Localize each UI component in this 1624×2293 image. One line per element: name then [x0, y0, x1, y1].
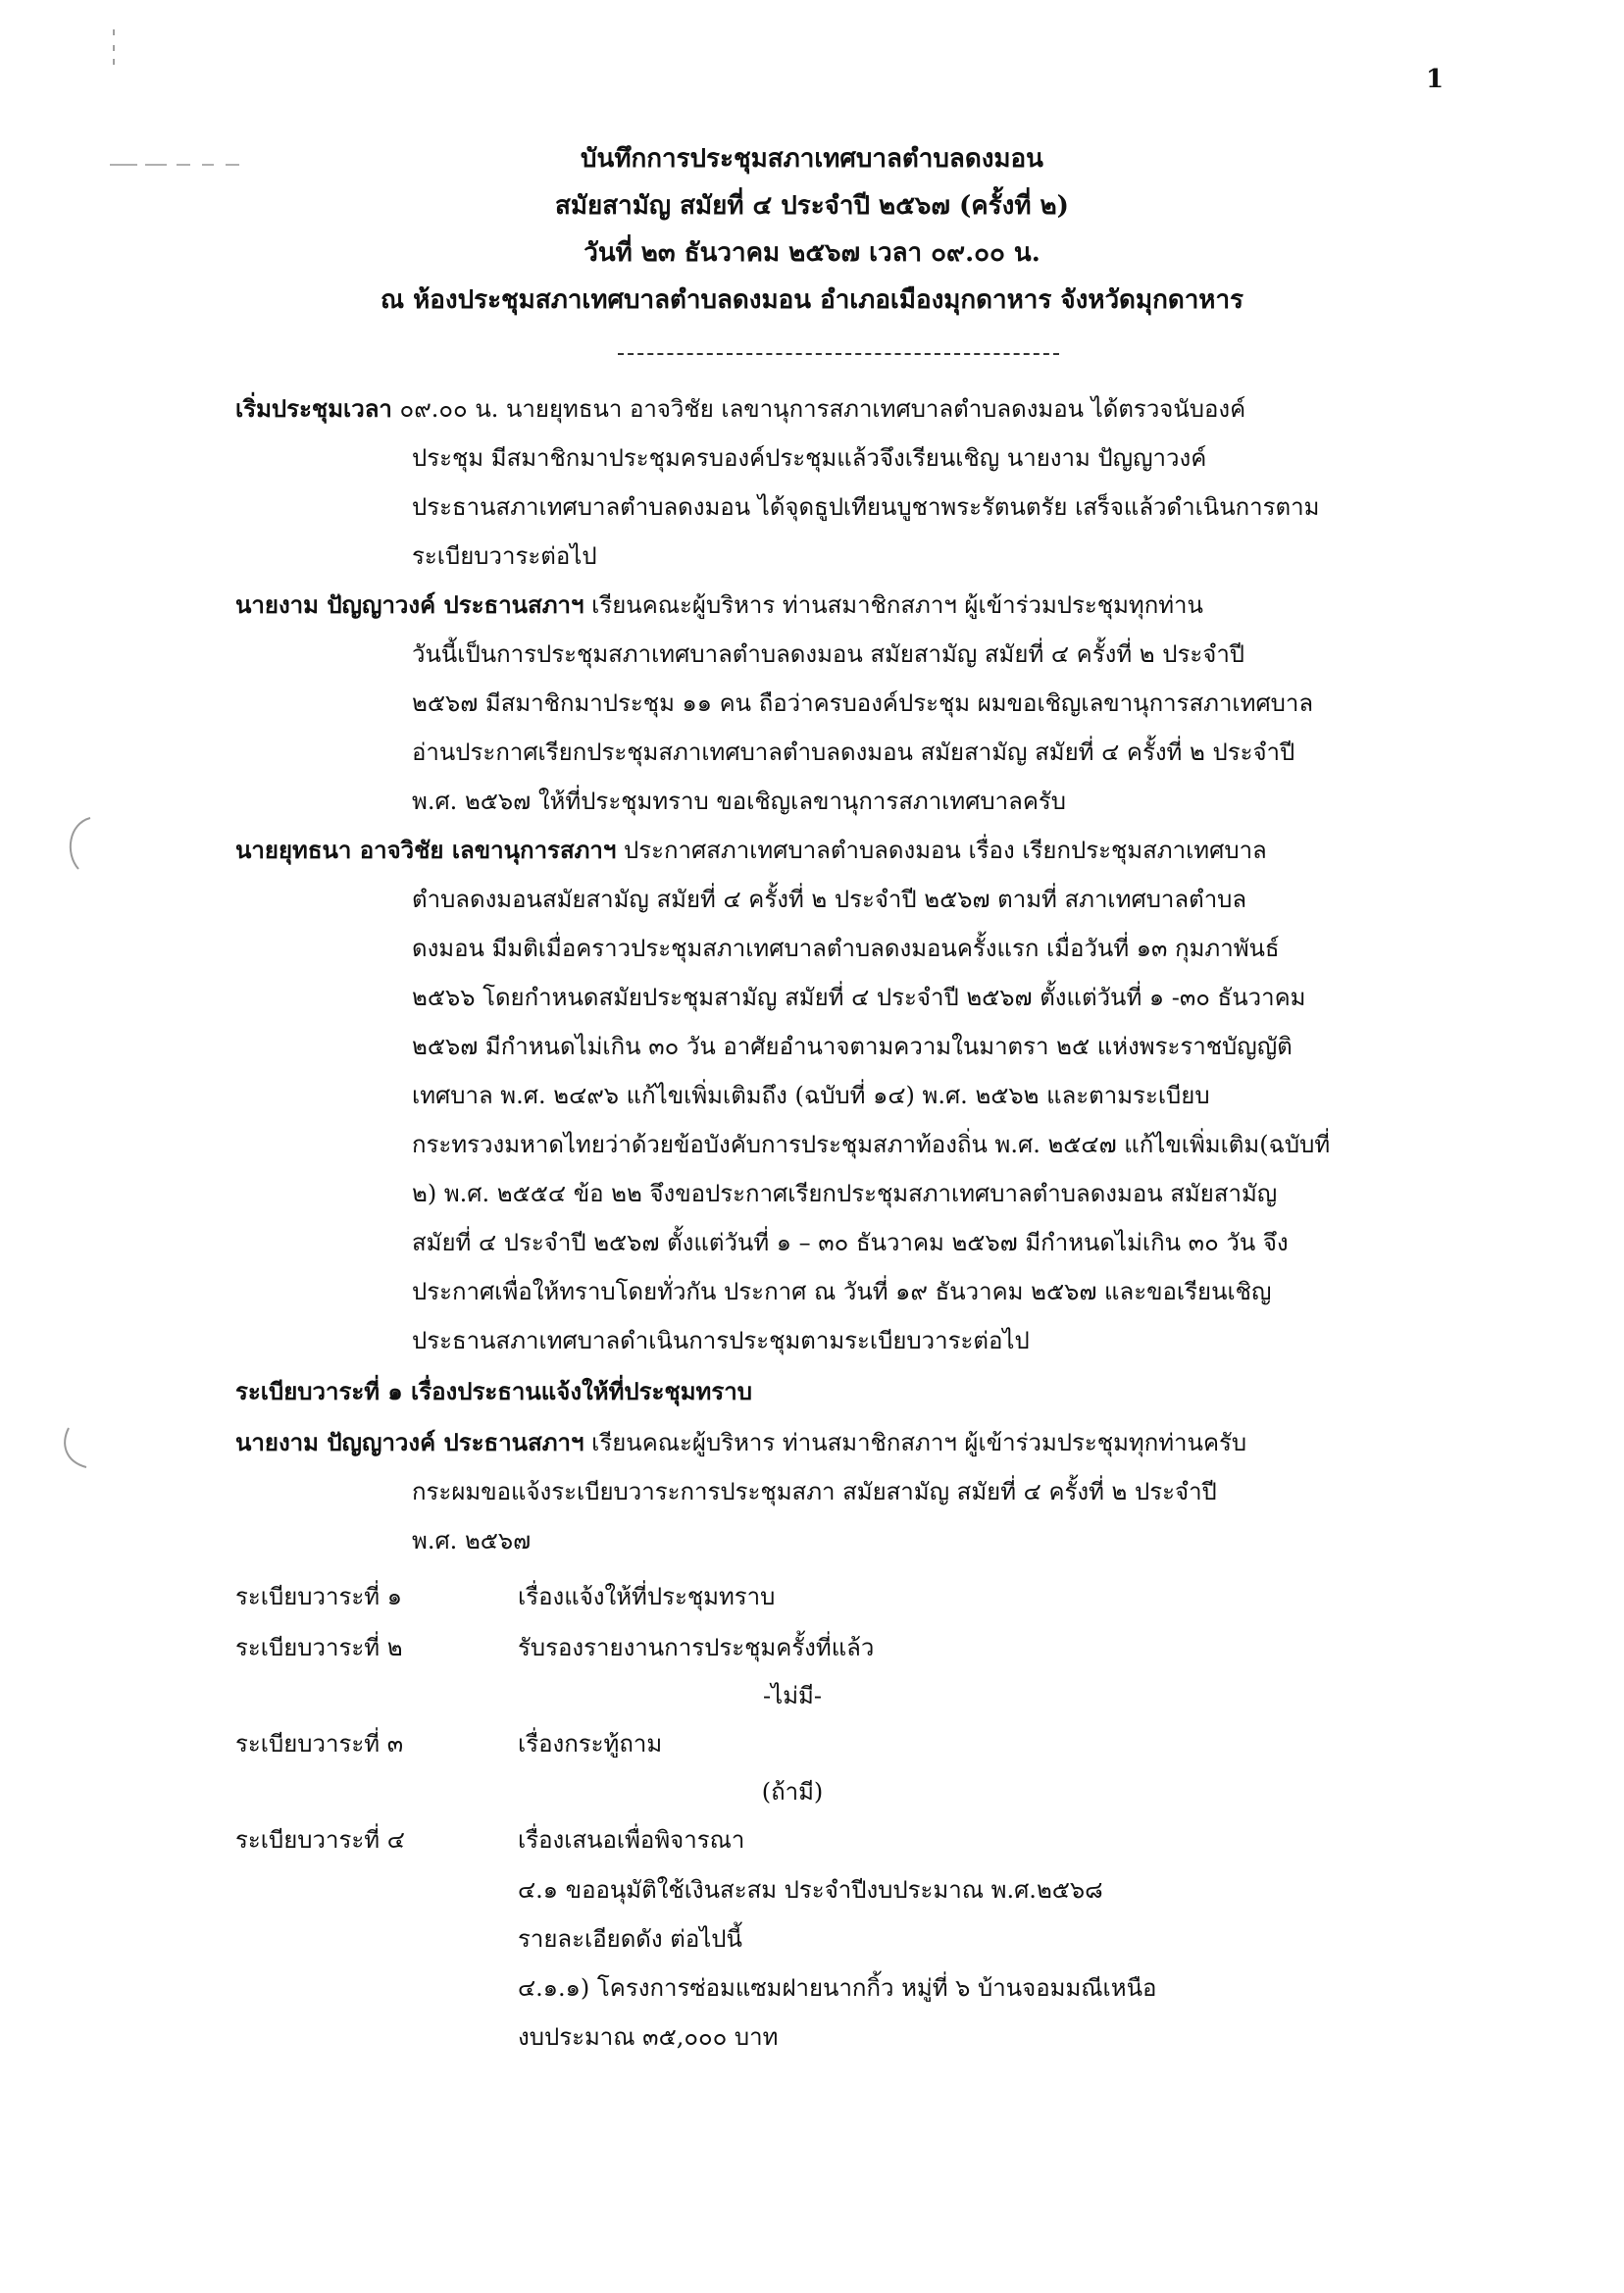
document-header [0, 135, 1624, 324]
secretary-paragraph [235, 826, 1442, 1365]
chairman-line: อ่านประกาศเรียกประชุมสภาเทศบาลตำบลดงมอน สมัยสามัญ สมัยที่ ๔ ครั้งที่ ๒ ประจำปี [412, 739, 1295, 766]
secretary-line: ๒๕๖๗ มีกำหนดไม่เกิน ๓๐ วัน อาศัยอำนาจตามความในมาตรา ๒๕ แห่งพระราชบัญญัติ [412, 1033, 1293, 1060]
agenda-item-label: ระเบียบวาระที่ ๓ [235, 1730, 404, 1758]
minutes-body [235, 384, 1442, 2062]
secretary-line: กระทรวงมหาดไทยว่าด้วยข้อบังคับการประชุมสภาท้องถิ่น พ.ศ. ๒๕๔๗ แก้ไขเพิ่มเติม(ฉบับที่ [412, 1131, 1331, 1158]
opening-line: ประชุม มีสมาชิกมาประชุมครบองค์ประชุมแล้วจึงเรียนเชิญ นายงาม ปัญญาวงค์ [412, 444, 1207, 472]
agenda-item-label: ระเบียบวาระที่ ๒ [235, 1634, 403, 1661]
secretary-text: ประกาศสภาเทศบาลตำบลดงมอน เรื่อง เรียกประชุมสภาเทศบาล [616, 837, 1267, 864]
scan-artifact-mark [108, 27, 120, 67]
agenda-item-note: (ถ้ามี) [761, 1778, 824, 1806]
agenda-item-label: ระเบียบวาระที่ ๑ [235, 1583, 402, 1610]
agenda-item [235, 1622, 1442, 1673]
agenda-item-text: เรื่องเสนอเพื่อพิจารณา [518, 1826, 745, 1854]
chairman-agenda-line: กระผมขอแจ้งระเบียบวาระการประชุมสภา สมัยสามัญ สมัยที่ ๔ ครั้งที่ ๒ ประจำปี [412, 1478, 1217, 1505]
chairman-paragraph [235, 581, 1442, 826]
chairman-line: พ.ศ. ๒๕๖๗ ให้ที่ประชุมทราบ ขอเชิญเลขานุการสภาเทศบาลครับ [412, 788, 1067, 815]
header-session: สมัยสามัญ สมัยที่ ๔ ประจำปี ๒๕๖๗ (ครั้งที่ ๒) [555, 191, 1069, 221]
secretary-line: ๒) พ.ศ. ๒๕๕๔ ข้อ ๒๒ จึงขอประกาศเรียกประชุมสภาเทศบาลตำบลดงมอน สมัยสามัญ [412, 1180, 1278, 1207]
agenda-1-heading: ระเบียบวาระที่ ๑ เรื่องประธานแจ้งให้ที่ประชุมทราบ [235, 1377, 752, 1405]
agenda-4-detail: ๔.๑.๑) โครงการซ่อมแซมฝายนากกิ้ว หมู่ที่ ๖ บ้านจอมมณีเหนือ [518, 1974, 1157, 2002]
secretary-line: เทศบาล พ.ศ. ๒๔๙๖ แก้ไขเพิ่มเติมถึง (ฉบับที่ ๑๔) พ.ศ. ๒๕๖๒ และตามระเบียบ [412, 1082, 1210, 1109]
header-date: วันที่ ๒๓ ธันวาคม ๒๕๖๗ เวลา ๐๙.๐๐ น. [584, 238, 1040, 268]
speaker-chairman: นายงาม ปัญญาวงค์ ประธานสภาฯ [235, 590, 584, 619]
agenda-item-text: เรื่องกระทู้ถาม [518, 1730, 663, 1758]
page-number: 1 [1426, 65, 1445, 94]
chairman-agenda-line: พ.ศ. ๒๕๖๗ [412, 1527, 532, 1554]
agenda-item [235, 1718, 1442, 1769]
secretary-line: ดงมอน มีมติเมื่อคราวประชุมสภาเทศบาลตำบลดงมอนครั้งแรก เมื่อวันที่ ๑๓ กุมภาพันธ์ [412, 935, 1280, 962]
chairman-agenda-paragraph [235, 1418, 1442, 1565]
speaker-chairman: นายงาม ปัญญาวงค์ ประธานสภาฯ [235, 1428, 584, 1456]
secretary-line: สมัยที่ ๔ ประจำปี ๒๕๖๗ ตั้งแต่วันที่ ๑ – ๓๐ ธันวาคม ๒๕๖๗ มีกำหนดไม่เกิน ๓๐ วัน จึง [412, 1229, 1289, 1256]
scan-artifact-mark [57, 1424, 96, 1473]
agenda-item-note: -ไม่มี- [763, 1682, 822, 1709]
opening-line: ประธานสภาเทศบาลตำบลดงมอน ได้จุดธูปเทียนบูชาพระรัตนตรัย เสร็จแล้วดำเนินการตาม [412, 493, 1320, 521]
agenda-list [235, 1571, 1442, 2062]
header-location: ณ ห้องประชุมสภาเทศบาลตำบลดงมอน อำเภอเมืองมุกดาหาร จังหวัดมุกดาหาร [380, 285, 1244, 315]
secretary-line: ตำบลดงมอนสมัยสามัญ สมัยที่ ๔ ครั้งที่ ๒ ประจำปี ๒๕๖๗ ตามที่ สภาเทศบาลตำบล [412, 886, 1247, 913]
agenda-item-label: ระเบียบวาระที่ ๔ [235, 1826, 405, 1854]
agenda-item-text: รับรองรายงานการประชุมครั้งที่แล้ว [518, 1634, 875, 1661]
agenda-item [235, 1814, 1442, 1865]
opening-label: เริ่มประชุมเวลา [235, 394, 392, 423]
agenda-4-detail: รายละเอียดดัง ต่อไปนี้ [518, 1925, 742, 1953]
agenda-item [235, 1571, 1442, 1622]
agenda-item-text: เรื่องแจ้งให้ที่ประชุมทราบ [518, 1583, 776, 1610]
secretary-line: ๒๕๖๖ โดยกำหนดสมัยประชุมสามัญ สมัยที่ ๔ ประจำปี ๒๕๖๗ ตั้งแต่วันที่ ๑ -๓๐ ธันวาคม [412, 984, 1306, 1011]
opening-text: ๐๙.๐๐ น. นายยุทธนา อาจวิชัย เลขานุการสภาเทศบาลตำบลดงมอน ได้ตรวจนับองค์ [399, 395, 1246, 423]
agenda-4-detail: ๔.๑ ขออนุมัติใช้เงินสะสม ประจำปีงบประมาณ พ.ศ.๒๕๖๘ [518, 1876, 1103, 1904]
header-divider [618, 353, 1059, 355]
opening-line: ระเบียบวาระต่อไป [412, 542, 597, 570]
agenda-4-detail: งบประมาณ ๓๕,๐๐๐ บาท [518, 2023, 779, 2051]
chairman-text: เรียนคณะผู้บริหาร ท่านสมาชิกสภาฯ ผู้เข้าร่วมประชุมทุกท่าน [584, 591, 1203, 619]
opening-paragraph [235, 384, 1442, 581]
chairman-line: ๒๕๖๗ มีสมาชิกมาประชุม ๑๑ คน ถือว่าครบองค์ประชุม ผมขอเชิญเลขานุการสภาเทศบาล [412, 689, 1314, 717]
speaker-secretary: นายยุทธนา อาจวิชัย เลขานุการสภาฯ [235, 836, 617, 864]
secretary-line: ประธานสภาเทศบาลดำเนินการประชุมตามระเบียบวาระต่อไป [412, 1327, 1030, 1354]
header-title: บันทึกการประชุมสภาเทศบาลตำบลดงมอน [581, 144, 1043, 174]
chairman-agenda-text: เรียนคณะผู้บริหาร ท่านสมาชิกสภาฯ ผู้เข้าร่วมประชุมทุกท่านครับ [584, 1429, 1247, 1456]
scan-artifact-mark [59, 814, 98, 873]
secretary-line: ประกาศเพื่อให้ทราบโดยทั่วกัน ประกาศ ณ วันที่ ๑๙ ธันวาคม ๒๕๖๗ และขอเรียนเชิญ [412, 1278, 1272, 1305]
chairman-line: วันนี้เป็นการประชุมสภาเทศบาลตำบลดงมอน สมัยสามัญ สมัยที่ ๔ ครั้งที่ ๒ ประจำปี [412, 640, 1245, 668]
